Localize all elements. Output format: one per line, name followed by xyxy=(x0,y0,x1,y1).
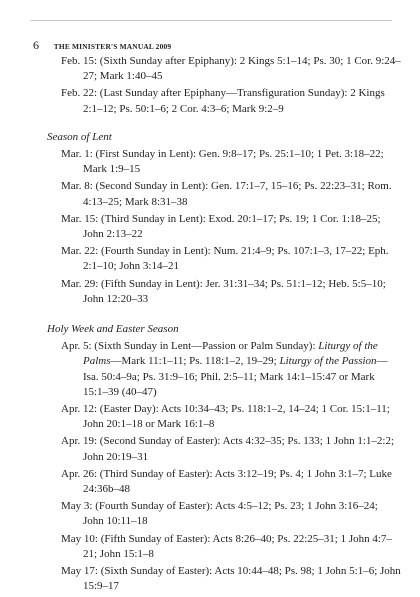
lectionary-entry: Mar. 1: (First Sunday in Lent): Gen. 9:8–17; Ps. 25:1–10; 1 Pet. 3:18–22; Mark 1:9–15 xyxy=(61,148,384,176)
lectionary-entry: Apr. 26: (Third Sunday of Easter): Acts 3:12–19; Ps. 4; 1 John 3:1–7; Luke 24:36b–48 xyxy=(61,467,392,496)
lectionary-entry: May 17: (Sixth Sunday of Easter): Acts 10:44–48; Ps. 98; 1 John 5:1–6; John 15:9–17 xyxy=(61,565,401,593)
lectionary-entry: Feb. 15: (Sixth Sunday after Epiphany): 2 Kings 5:1–14; Ps. 30; 1 Cor. 9:24–27; Mark 1:40–45 xyxy=(61,55,401,83)
palm-sunday-middle: —Mark 11:1–11; Ps. 118:1–2, 19–29; xyxy=(110,355,280,368)
lectionary-entry: Mar. 22: (Fourth Sunday in Lent): Num. 21:4–9; Ps. 107:1–3, 17–22; Eph. 2:1–10; John 3:14–21 xyxy=(61,245,389,273)
running-header xyxy=(33,38,171,53)
page-number: 6 xyxy=(33,38,39,52)
section-title-holy-week: Holy Week and Easter Season xyxy=(47,323,179,336)
lectionary-entry: Mar. 29: (Fifth Sunday in Lent): Jer. 31:31–34; Ps. 51:1–12; Heb. 5:5–10; John 12:20–33 xyxy=(61,277,386,305)
header-rule xyxy=(30,20,392,21)
lectionary-text xyxy=(47,54,401,597)
section-title-lent: Season of Lent xyxy=(47,130,112,143)
lectionary-entry: May 10: (Fifth Sunday of Easter): Acts 8:26–40; Ps. 22:25–31; 1 John 4:7–21; John 15:1–8 xyxy=(61,532,392,560)
lectionary-entry-palm-sunday xyxy=(61,339,401,400)
liturgy-of-passion: Liturgy of the Passion xyxy=(279,355,377,368)
liturgy-of-palms: Liturgy of the Palms xyxy=(83,340,378,368)
palm-sunday-suffix: —Isa. 50:4–9a; Ps. 31:9–16; Phil. 2:5–11; Mark 14:1–15:47 or Mark 15:1–39 (40–47) xyxy=(83,355,388,398)
running-title: THE MINISTER'S MANUAL 2009 xyxy=(53,42,172,51)
lectionary-entry: May 3: (Fourth Sunday of Easter): Acts 4:5–12; Ps. 23; 1 John 3:16–24; John 10:11–18 xyxy=(61,500,378,528)
lectionary-entry: Mar. 8: (Second Sunday in Lent): Gen. 17:1–7, 15–16; Ps. 22:23–31; Rom. 4:13–25; Mark 8:31–38 xyxy=(61,180,392,208)
lectionary-entry: Apr. 12: (Easter Day): Acts 10:34–43; Ps. 118:1–2, 14–24; 1 Cor. 15:1–11; John 20:1–18 or Mark 16:1–8 xyxy=(61,403,390,431)
palm-sunday-prefix: Apr. 5: (Sixth Sunday in Lent—Passion or Palm Sunday): xyxy=(61,340,319,353)
lectionary-entry: Feb. 22: (Last Sunday after Epiphany—Transfiguration Sunday): 2 Kings 2:1–12; Ps. 50:1–6; 2 Cor. 4:3–6; Mark 9:2–9 xyxy=(61,87,385,115)
lectionary-entry: Mar. 15: (Third Sunday in Lent): Exod. 20:1–17; Ps. 19; 1 Cor. 1:18–25; John 2:13–22 xyxy=(61,212,381,241)
lectionary-entry: Apr. 19: (Second Sunday of Easter): Acts 4:32–35; Ps. 133; 1 John 1:1–2:2; John 20:19–31 xyxy=(61,435,395,463)
